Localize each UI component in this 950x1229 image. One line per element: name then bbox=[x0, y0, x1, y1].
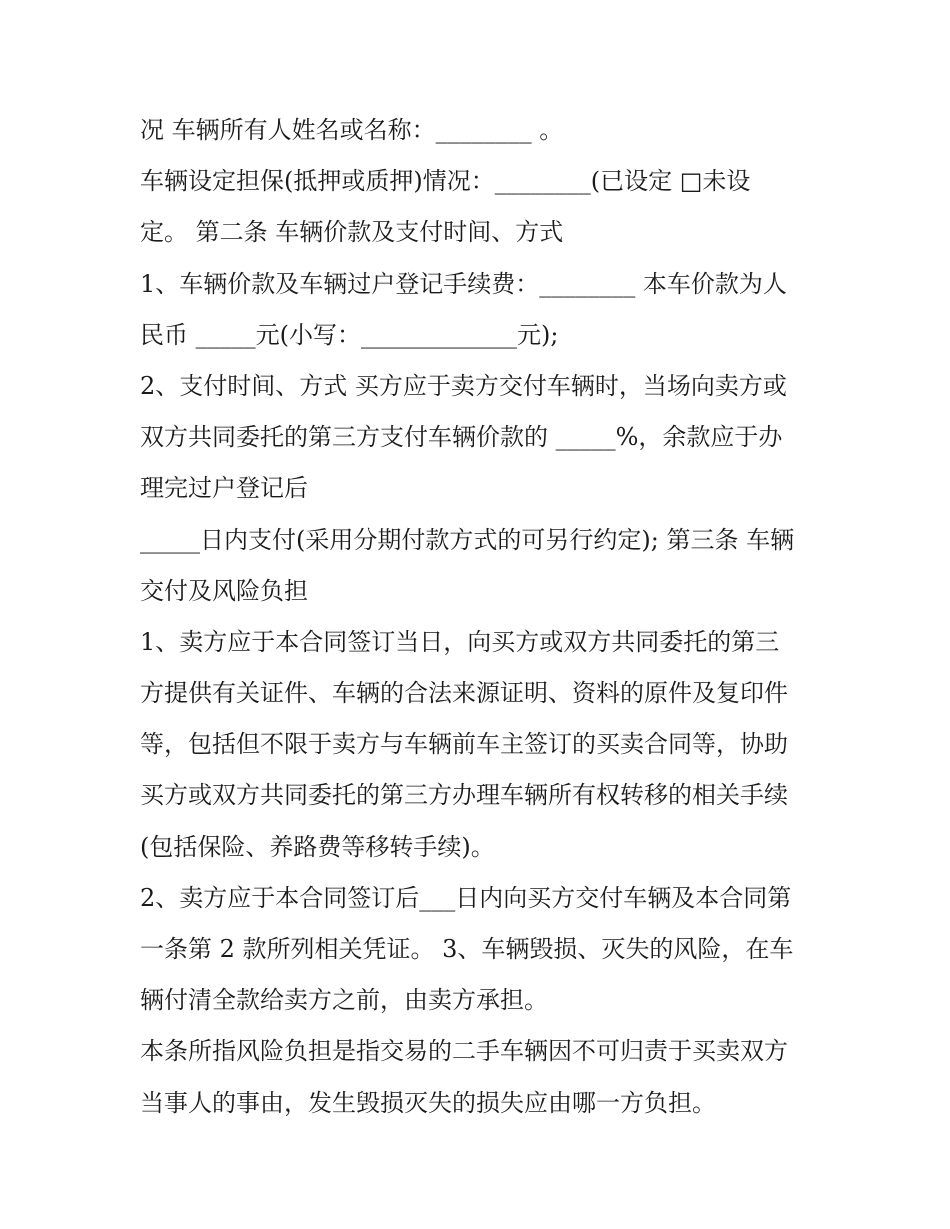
text-line: 本条所指风险负担是指交易的二手车辆因不可归责于买卖双方 bbox=[140, 1037, 788, 1066]
text-line: 理完过户登记后 bbox=[140, 474, 308, 503]
text-line: 等，包括但不限于卖方与车辆前车主签订的买卖合同等，协助 bbox=[140, 730, 788, 759]
text-line: 交付及风险负担 bbox=[140, 576, 308, 605]
text-line: 方提供有关证件、车辆的合法来源证明、资料的原件及复印件 bbox=[140, 679, 788, 708]
text-line: 辆付清全款给卖方之前，由卖方承担。 bbox=[140, 986, 548, 1015]
text-line: 民币 _____元(小写：_____________元); bbox=[140, 320, 559, 349]
document-page bbox=[140, 105, 820, 1129]
text-line: 况 车辆所有人姓名或名称：________ 。 bbox=[140, 116, 564, 144]
text-line: 定。 第二条 车辆价款及支付时间、方式 bbox=[140, 218, 564, 247]
text-line: 买方或双方共同委托的第三方办理车辆所有权转移的相关手续 bbox=[140, 781, 788, 810]
text-line: 当事人的事由，发生毁损灭失的损失应由哪一方负担。 bbox=[140, 1088, 716, 1117]
text-line: _____日内支付(采用分期付款方式的可另行约定); 第三条 车辆 bbox=[140, 525, 795, 554]
text-line: 1、卖方应于本合同签订当日，向买方或双方共同委托的第三 bbox=[140, 627, 780, 656]
text-line: 2、支付时间、方式 买方应于卖方交付车辆时，当场向卖方或 bbox=[140, 371, 787, 400]
text-line: 车辆设定担保(抵押或质押)情况：________(已设定 □未设 bbox=[140, 167, 751, 196]
text-line: 1、车辆价款及车辆过户登记手续费：________ 本车价款为人 bbox=[140, 269, 787, 298]
text-line: 一条第 2 款所列相关凭证。 3、车辆毁损、灭失的风险，在车 bbox=[140, 935, 794, 963]
text-line: 2、卖方应于本合同签订后___日内向买方交付车辆及本合同第 bbox=[140, 883, 792, 912]
text-line: 双方共同委托的第三方支付车辆价款的 _____%，余款应于办 bbox=[140, 423, 783, 452]
text-line: (包括保险、养路费等移转手续)。 bbox=[140, 832, 495, 861]
